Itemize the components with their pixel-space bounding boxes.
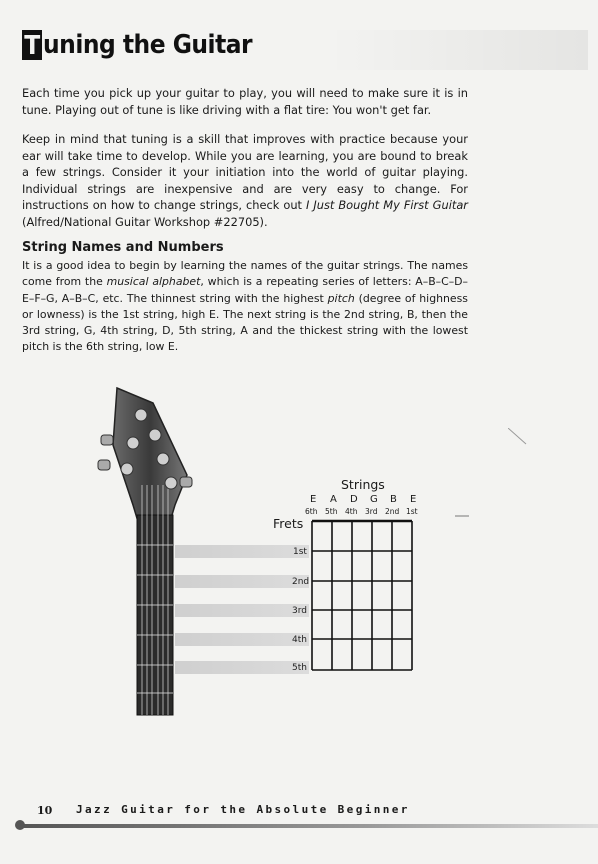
fret-label: 3rd: [292, 606, 307, 616]
intro-paragraph: Each time you pick up your guitar to play, you will need to make sure it is in tune. Playing out of tune is like driving with a flat tire: You won't get far.: [22, 86, 468, 117]
frets-label: Frets: [273, 516, 304, 531]
running-title: Jazz Guitar for the Absolute Beginner: [76, 803, 410, 816]
string-number: 3rd: [365, 507, 378, 516]
page-number: 10: [37, 804, 53, 817]
string-number: 6th: [305, 507, 318, 516]
fret-bar: [175, 604, 309, 617]
string-number: 2nd: [385, 507, 400, 516]
fret-bar: [175, 661, 309, 674]
section-heading: String Names and Numbers: [22, 240, 224, 255]
string-letter: G: [370, 494, 378, 505]
page-mark: [508, 428, 528, 446]
string-letter: E: [310, 494, 317, 505]
string-letter: B: [390, 494, 397, 505]
string-number: 4th: [345, 507, 358, 516]
fret-label: 4th: [292, 635, 307, 645]
tuning-paragraph: [22, 131, 468, 230]
footer-rule: [20, 824, 598, 828]
fret-label: 2nd: [292, 577, 310, 587]
fret-label: 1st: [293, 547, 307, 557]
string-number: 1st: [406, 507, 418, 516]
tuning-text-1: Keep in mind that tuning is a skill that improves with practice because your ear will take time to develop. While you are learning, you are bound to break a few strings. Consider it your initiation into the world of guitar playing. Individual strings are inexpensive and are very easy to change. For instructions on how to change strings, check out: [22, 132, 468, 212]
title-initial: T: [22, 30, 42, 60]
title-rest: uning the Guitar: [43, 30, 253, 60]
footer-rule-dot: [15, 820, 25, 830]
fret-bar: [175, 545, 309, 558]
strings-label: Strings: [341, 477, 385, 492]
fret-label: 5th: [292, 663, 307, 673]
string-names-paragraph: [22, 258, 468, 356]
book-reference: I Just Bought My First Guitar: [306, 198, 468, 212]
bleed-through-shadow: [328, 30, 588, 70]
tuning-text-2: (Alfred/National Guitar Workshop #22705).: [22, 214, 268, 229]
pitch-term: pitch: [327, 291, 355, 305]
musical-alphabet-term: musical alphabet: [106, 275, 201, 289]
section-text-1: It is a good idea to begin by learning the names of the guitar strings. The names come from the: [22, 259, 468, 289]
string-number: 5th: [325, 507, 338, 516]
string-letter: D: [350, 494, 358, 505]
page-mark: [455, 512, 469, 520]
page-title: [22, 30, 252, 60]
fret-bar: [175, 575, 309, 588]
fret-bar: [175, 633, 309, 646]
string-letter: E: [410, 494, 417, 505]
fretboard-grid: [300, 470, 420, 680]
section-text-3: (degree of highness or lowness) is the 1st string, high E. The next string is the 2nd string, B, then the 3rd string, G, 4th string, D, 5th string, A and the thickest string with the lowest pitch is the 6th string, low E.: [22, 291, 468, 354]
section-text-2: , which is a repeating series of letters: A–B–C–D–E–F–G, A–B–C, etc. The thinnest string with the highest: [22, 275, 468, 305]
string-letter: A: [330, 494, 337, 505]
